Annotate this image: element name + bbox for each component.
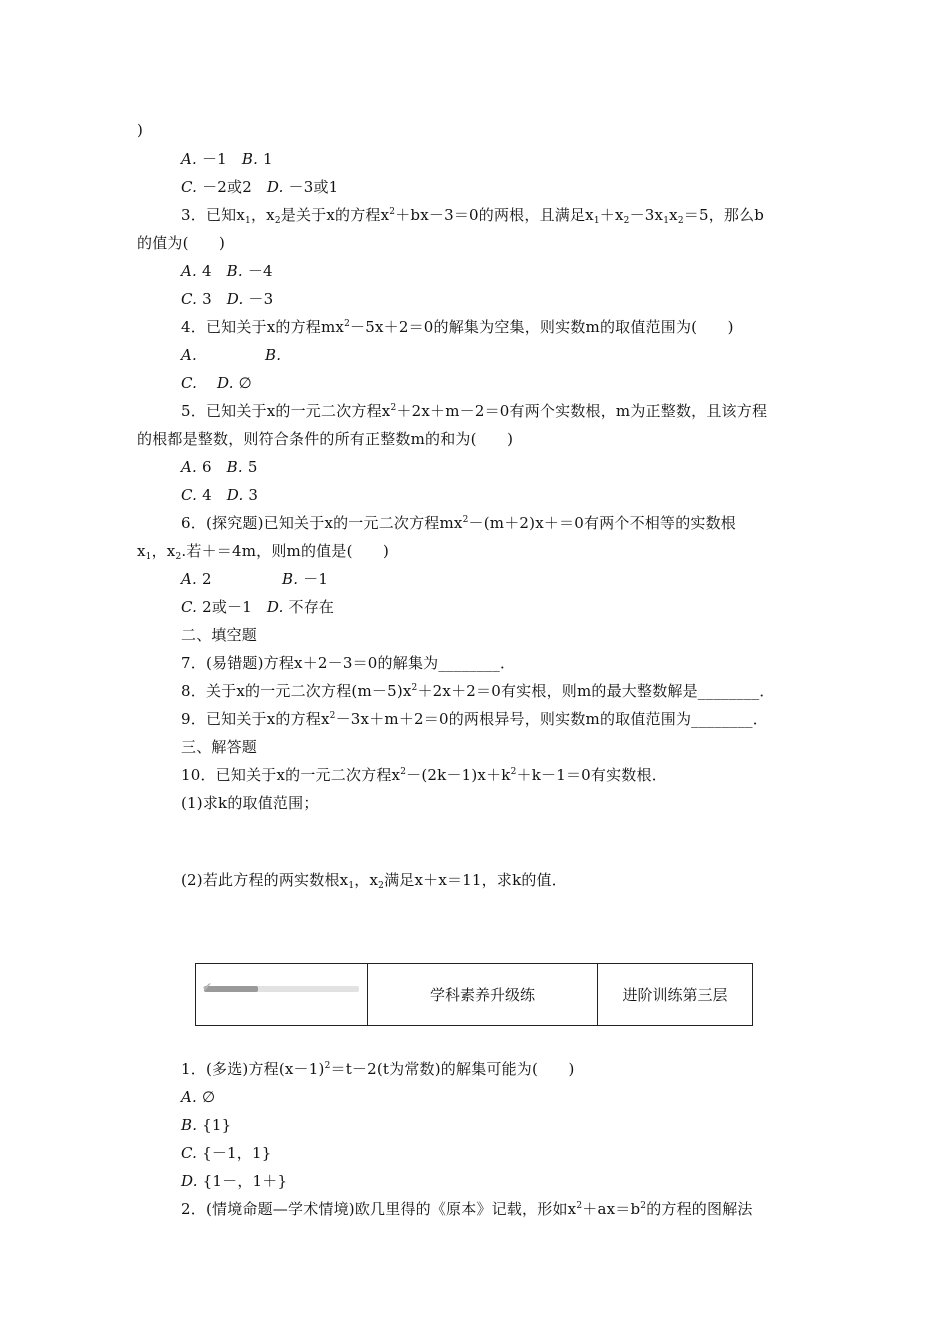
- section-heading-solve: 三、解答题: [181, 738, 258, 756]
- option-c-text: {－1，1}: [202, 1144, 272, 1162]
- q3-options-cd: [181, 289, 273, 309]
- option-c-text: 3: [202, 290, 212, 308]
- superscript: 2: [344, 319, 351, 329]
- q10-text: －(2k－1)x＋k: [406, 766, 511, 784]
- question-7: 7．(易错题)方程x＋2－3＝0的解集为________．: [181, 654, 516, 672]
- option-c-text: 2或－1: [202, 598, 252, 616]
- q4-text: －5x＋2＝0的解集为空集，则实数m的取值范围为( ): [350, 318, 734, 336]
- check-icon: ✔: [202, 980, 213, 994]
- q4-option-a: [181, 345, 197, 365]
- p1-text: ＝t－2(t为常数)的解集可能为( ): [330, 1060, 575, 1078]
- part2-question-1: [181, 1059, 575, 1079]
- option-c-label: C.: [181, 486, 198, 504]
- option-c-label: C.: [181, 178, 198, 196]
- option-c-text: －2或2: [202, 178, 252, 196]
- q3-text: －3x: [629, 206, 664, 224]
- superscript: 2: [324, 1061, 331, 1071]
- subscript: 2: [378, 881, 385, 891]
- option-d-text: ∅: [238, 374, 252, 392]
- question-10-part-1: (1)求k的取值范围；: [181, 794, 319, 812]
- q6-text: ，x: [151, 542, 176, 560]
- option-d-label: D.: [266, 178, 284, 196]
- p1-option-d: [181, 1171, 287, 1191]
- p2-text: 的方程的图解法: [646, 1200, 753, 1218]
- banner-level-cell: [598, 964, 752, 1025]
- option-b-text: {1}: [202, 1116, 232, 1134]
- option-b-label: B.: [241, 150, 259, 168]
- q9-text: 9．已知关于x的方程x: [181, 710, 330, 728]
- banner-title: 学科素养升级练: [429, 986, 535, 1004]
- superscript: 2: [390, 403, 397, 413]
- option-a-label: A.: [181, 570, 198, 588]
- option-a-label: A.: [181, 150, 198, 168]
- superscript: 2: [576, 1201, 583, 1211]
- q5-text: 5．已知关于x的一元二次方程x: [181, 402, 391, 420]
- option-d-text: －3: [248, 290, 274, 308]
- q3-text: ＋x: [599, 206, 624, 224]
- q6-option-b: [282, 569, 328, 589]
- q10-text: 10．已知关于x的一元二次方程x: [181, 766, 401, 784]
- subscript: 2: [175, 552, 182, 562]
- superscript: 2: [411, 683, 418, 693]
- question-8: [181, 681, 775, 701]
- option-d-label: D.: [266, 598, 284, 616]
- q8-text: 8．关于x的一元二次方程(m－5)x: [181, 682, 412, 700]
- p1-option-c: [181, 1143, 271, 1163]
- option-b-label: B.: [265, 346, 282, 364]
- q3-text: ＝5，那么b: [683, 206, 765, 224]
- question-6-line2: [137, 541, 389, 561]
- option-b-text: 5: [247, 458, 258, 476]
- option-d-text: {1－，1＋}: [202, 1172, 288, 1190]
- progress-bar: [204, 986, 359, 992]
- q6-text: －(m＋2)x＋＝0有两个不相等的实数根: [468, 514, 737, 532]
- q5-options-cd: [181, 485, 258, 505]
- option-b-label: B.: [226, 458, 243, 476]
- q6-text: x: [137, 542, 146, 560]
- option-a-label: A.: [181, 458, 198, 476]
- option-b-label: B.: [181, 1116, 198, 1134]
- option-d-label: D.: [181, 1172, 198, 1190]
- option-a-text: －1: [201, 150, 227, 168]
- superscript: 2: [462, 515, 469, 525]
- section-banner: [195, 963, 753, 1026]
- option-d-label: D.: [217, 374, 234, 392]
- option-c-text: 4: [202, 486, 212, 504]
- q8-text: ＋2x＋2＝0有实根，则m的最大整数解是________．: [417, 682, 775, 700]
- question-5-line1: [181, 401, 767, 421]
- p1-option-b: [181, 1115, 231, 1135]
- question-10: [181, 765, 667, 785]
- option-a-label: A.: [181, 262, 198, 280]
- option-a-text: 4: [201, 262, 212, 280]
- superscript: 2: [510, 767, 517, 777]
- question-9: [181, 709, 768, 729]
- option-c-label: C.: [181, 290, 198, 308]
- superscript: 2: [400, 767, 407, 777]
- subscript: 1: [245, 216, 251, 226]
- subscript: 2: [623, 216, 630, 226]
- section-heading-fill-in: 二、填空题: [181, 626, 258, 644]
- option-d-text: －3或1: [288, 178, 339, 196]
- subscript: 1: [348, 881, 355, 891]
- q6-options-cd: [181, 597, 334, 617]
- superscript: 2: [640, 1201, 647, 1211]
- question-10-part-2: [181, 870, 567, 890]
- option-d-text: 不存在: [288, 598, 335, 616]
- option-a-label: A.: [181, 1088, 198, 1106]
- question-3-line1: [181, 205, 764, 225]
- p2-text: 2．(情境命题—学术情境)欧几里得的《原本》记载，形如x: [181, 1200, 577, 1218]
- q10-text: ，x: [354, 871, 379, 889]
- q3-options-ab: [181, 261, 273, 281]
- option-c-label: C.: [181, 1144, 198, 1162]
- superscript: 2: [389, 207, 396, 217]
- q5-options-ab: [181, 457, 258, 477]
- subscript: 2: [677, 216, 684, 226]
- option-a-text: ∅: [201, 1088, 216, 1106]
- option-c-label: C.: [181, 598, 198, 616]
- option-b-text: －4: [247, 262, 273, 280]
- subscript: 1: [145, 552, 152, 562]
- option-a-text: 2: [201, 570, 212, 588]
- p1-text: 1．(多选)方程(x－1): [181, 1060, 325, 1078]
- q4-option-b: [265, 345, 281, 365]
- banner-progress-cell: [196, 964, 368, 1025]
- option-d-label: D.: [226, 486, 244, 504]
- q3-text: 是关于x的方程x: [280, 206, 390, 224]
- option-a-label: A.: [181, 346, 198, 364]
- q3-text: ＋bx－3＝0的两根，且满足x: [395, 206, 594, 224]
- question-5-line2: 的根都是整数，则符合条件的所有正整数m的和为( ): [137, 430, 514, 448]
- subscript: 2: [274, 216, 281, 226]
- part2-question-2: [181, 1199, 753, 1219]
- q6-text: 6．(探究题)已知关于x的一元二次方程mx: [181, 514, 463, 532]
- q5-text: ＋2x＋m－2＝0有两个实数根，m为正整数，且该方程: [396, 402, 768, 420]
- q10-text: ＋k－1＝0有实数根．: [516, 766, 667, 784]
- banner-level: 进阶训练第三层: [622, 986, 728, 1004]
- q10-text: (2)若此方程的两实数根x: [181, 871, 349, 889]
- paren-close: ): [137, 121, 144, 139]
- q4-options-cd: [181, 373, 252, 393]
- q3-text: x: [669, 206, 678, 224]
- banner-title-cell: [368, 964, 598, 1025]
- q2-options-ab: [181, 149, 273, 169]
- option-a-text: 6: [201, 458, 212, 476]
- q3-text: 3．已知x: [181, 206, 246, 224]
- option-b-label: B.: [226, 262, 243, 280]
- q3-text: ，x: [250, 206, 275, 224]
- option-b-text: 1: [263, 150, 273, 168]
- q4-text: 4．已知关于x的方程mx: [181, 318, 345, 336]
- subscript: 1: [593, 216, 600, 226]
- question-4: [181, 317, 734, 337]
- question-6-line1: [181, 513, 736, 533]
- option-d-label: D.: [226, 290, 244, 308]
- option-d-text: 3: [248, 486, 259, 504]
- option-b-text: －1: [303, 570, 329, 588]
- question-3-line2: 的值为( ): [137, 234, 226, 252]
- progress-bar-fill: [204, 986, 258, 992]
- q6-option-a: [181, 569, 212, 589]
- option-b-label: B.: [282, 570, 299, 588]
- p1-option-a: [181, 1087, 215, 1107]
- superscript: 2: [329, 711, 336, 721]
- p2-text: ＋ax＝b: [582, 1200, 641, 1218]
- subscript: 1: [663, 216, 670, 226]
- option-c-label: C.: [181, 374, 198, 392]
- q10-text: 满足x＋x＝11，求k的值．: [384, 871, 567, 889]
- q2-options-cd: [181, 177, 338, 197]
- q6-text: .若＋＝4m，则m的值是( ): [181, 542, 390, 560]
- q9-text: －3x＋m＋2＝0的两根异号，则实数m的取值范围为________．: [335, 710, 768, 728]
